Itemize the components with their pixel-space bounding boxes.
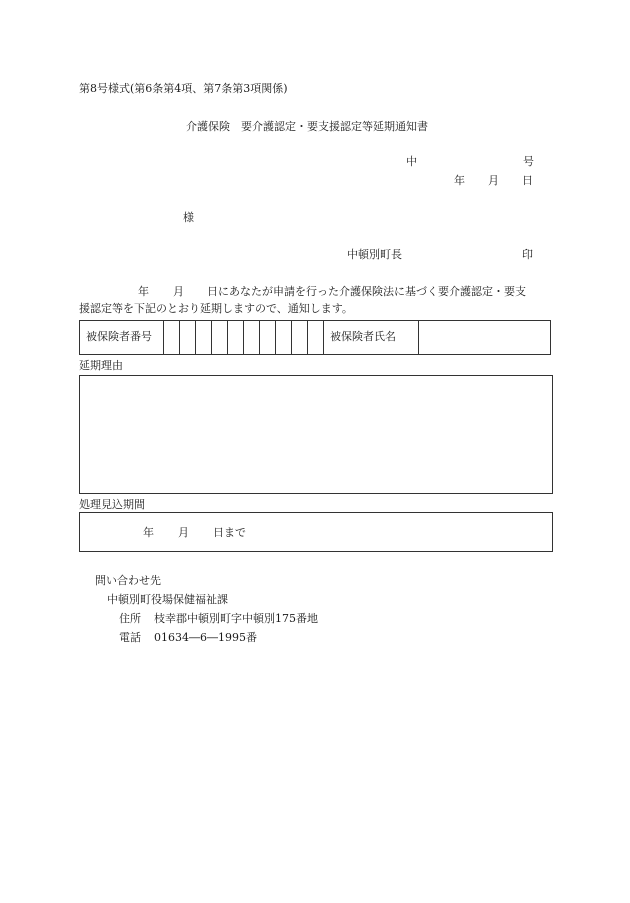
- insured-number-digit-cell[interactable]: [211, 321, 227, 354]
- period-month: 月: [178, 526, 189, 539]
- insured-info-table: [79, 320, 551, 355]
- date-day: 日: [522, 174, 533, 187]
- doc-number-suffix: 号: [523, 155, 534, 168]
- issuer-name: 中頓別町長: [347, 248, 402, 261]
- insured-number-digit-cell[interactable]: [243, 321, 259, 354]
- document-title: 介護保険 要介護認定・要支援認定等延期通知書: [186, 120, 428, 133]
- insured-number-label: 被保険者番号: [86, 330, 152, 343]
- addressee-suffix: 様: [183, 211, 194, 224]
- insured-name-field[interactable]: [418, 321, 551, 354]
- seal-mark: 印: [522, 248, 533, 261]
- body-year: 年: [138, 285, 149, 298]
- insured-number-digit-cell[interactable]: [259, 321, 275, 354]
- body-line-2: 援認定等を下記のとおり延期しますので、通知します。: [79, 302, 353, 315]
- contact-office: 中頓別町役場保健福祉課: [107, 593, 228, 606]
- insured-number-digit-cell[interactable]: [307, 321, 323, 354]
- contact-phone-label: 電話: [119, 631, 141, 644]
- period-label: 処理見込期間: [79, 498, 145, 511]
- contact-phone: 01634―6―1995番: [154, 631, 257, 644]
- insured-name-label: 被保険者氏名: [330, 330, 396, 343]
- period-box[interactable]: [79, 512, 553, 552]
- contact-heading: 問い合わせ先: [95, 574, 161, 587]
- period-year: 年: [143, 526, 154, 539]
- form-number: 第8号様式(第6条第4項、第7条第3項関係): [79, 82, 288, 95]
- insured-number-digit-cell[interactable]: [163, 321, 179, 354]
- insured-number-digit-cell[interactable]: [227, 321, 243, 354]
- insured-number-digit-cell[interactable]: [179, 321, 195, 354]
- contact-address: 枝幸郡中頓別町字中頓別175番地: [154, 612, 318, 625]
- body-month: 月: [173, 285, 184, 298]
- reason-label: 延期理由: [79, 359, 123, 372]
- insured-name-label-cell: [323, 321, 418, 354]
- reason-box[interactable]: [79, 375, 553, 494]
- date-month: 月: [488, 174, 499, 187]
- insured-number-digit-cell[interactable]: [275, 321, 291, 354]
- period-day-until: 日まで: [213, 526, 246, 539]
- body-line-1: 日にあなたが申請を行った介護保険法に基づく要介護認定・要支: [207, 285, 526, 298]
- insured-number-digit-cell[interactable]: [291, 321, 307, 354]
- date-year: 年: [454, 174, 465, 187]
- contact-address-label: 住所: [119, 612, 141, 625]
- insured-number-digit-cell[interactable]: [195, 321, 211, 354]
- doc-number-prefix: 中: [406, 155, 417, 168]
